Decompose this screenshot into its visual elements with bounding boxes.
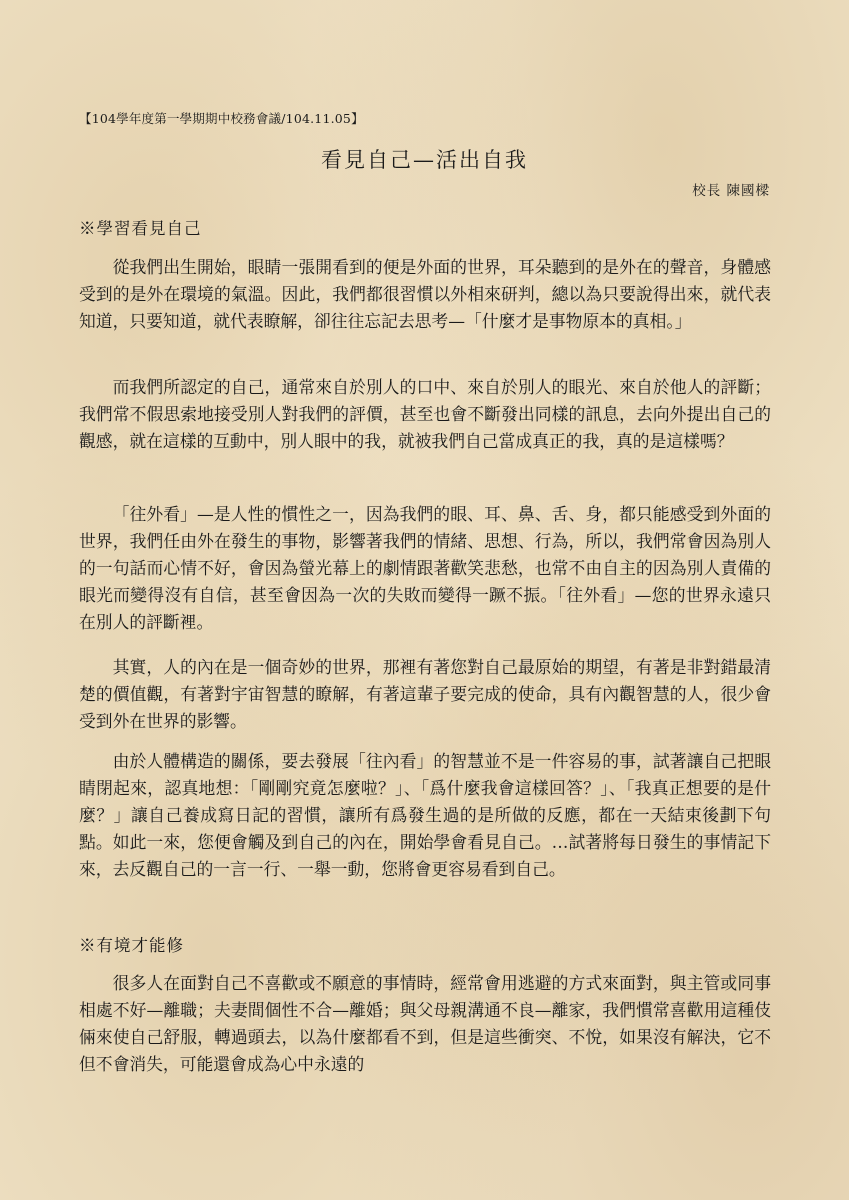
paragraph-5: 由於人體構造的關係，要去發展「往內看」的智慧並不是一件容易的事，試著讓自己把眼睛閉起來，認真地想：「剛剛究竟怎麼啦？」、「爲什麼我會這樣回答？」、「我真正想要的是什麼？」讓自己養成寫日記的習慣，讓所有爲發生過的是所做的反應，都在一天結束後劃下句點。如此一來，您便會觸及到自己的內在，開始學會看見自己。…試著將每日發生的事情記下來，去反觀自己的一言一行、一舉一動，您將會更容易看到自己。 [79, 751, 771, 879]
meeting-header-note: 【104學年度第一學期期中校務會議/104.11.05】 [79, 111, 364, 126]
paragraph-3: 「往外看」—是人性的慣性之一，因為我們的眼、耳、鼻、舌、身，都只能感受到外面的世界，我們任由外在發生的事物，影響著我們的情緒、思想、行為，所以，我們常會因為別人的一句話而心情不好，會因為螢光幕上的劇情跟著歡笑悲愁，也常不由自主的因為別人責備的眼光而變得沒有自信，甚至會因為一次的失敗而變得一蹶不振。「往外看」—您的世界永遠只在別人的評斷裡。 [79, 504, 771, 632]
section-heading-practice-through-adversity: ※有境才能修 [79, 936, 184, 955]
section-heading-learn-to-see-self: ※學習看見自己 [79, 219, 202, 238]
paragraph-4: 其實，人的內在是一個奇妙的世界，那裡有著您對自己最原始的期望，有著是非對錯最清楚的價值觀，有著對宇宙智慧的瞭解，有著這輩子要完成的使命，具有內觀智慧的人，很少會受到外在世界的影響。 [79, 657, 771, 731]
paragraph-2: 而我們所認定的自己，通常來自於別人的口中、來自於別人的眼光、來自於他人的評斷；我們常不假思索地接受別人對我們的評價，甚至也會不斷發出同樣的訊息，去向外提出自己的觀感，就在這樣的互動中，別人眼中的我，就被我們自己當成真正的我，真的是這樣嗎？ [79, 377, 771, 451]
paragraph-6: 很多人在面對自己不喜歡或不願意的事情時，經常會用逃避的方式來面對，與主管或同事相處不好—離職；夫妻間個性不合—離婚；與父母親溝通不良—離家，我們慣常喜歡用這種伎倆來使自己舒服，轉過頭去，以為什麼都看不到，但是這些衝突、不悅，如果沒有解決，它不但不會消失，可能還會成為心中永遠的 [79, 973, 771, 1074]
author-line: 校長 陳國樑 [692, 183, 770, 199]
paragraph-1: 從我們出生開始，眼睛一張開看到的便是外面的世界，耳朵聽到的是外在的聲音，身體感受到的是外在環境的氣溫。因此，我們都很習慣以外相來研判，總以為只要說得出來，就代表知道，只要知道，就代表瞭解，卻往往忘記去思考—「什麼才是事物原本的真相。」 [79, 257, 771, 331]
document-title: 看見自己—活出自我 [321, 148, 528, 172]
